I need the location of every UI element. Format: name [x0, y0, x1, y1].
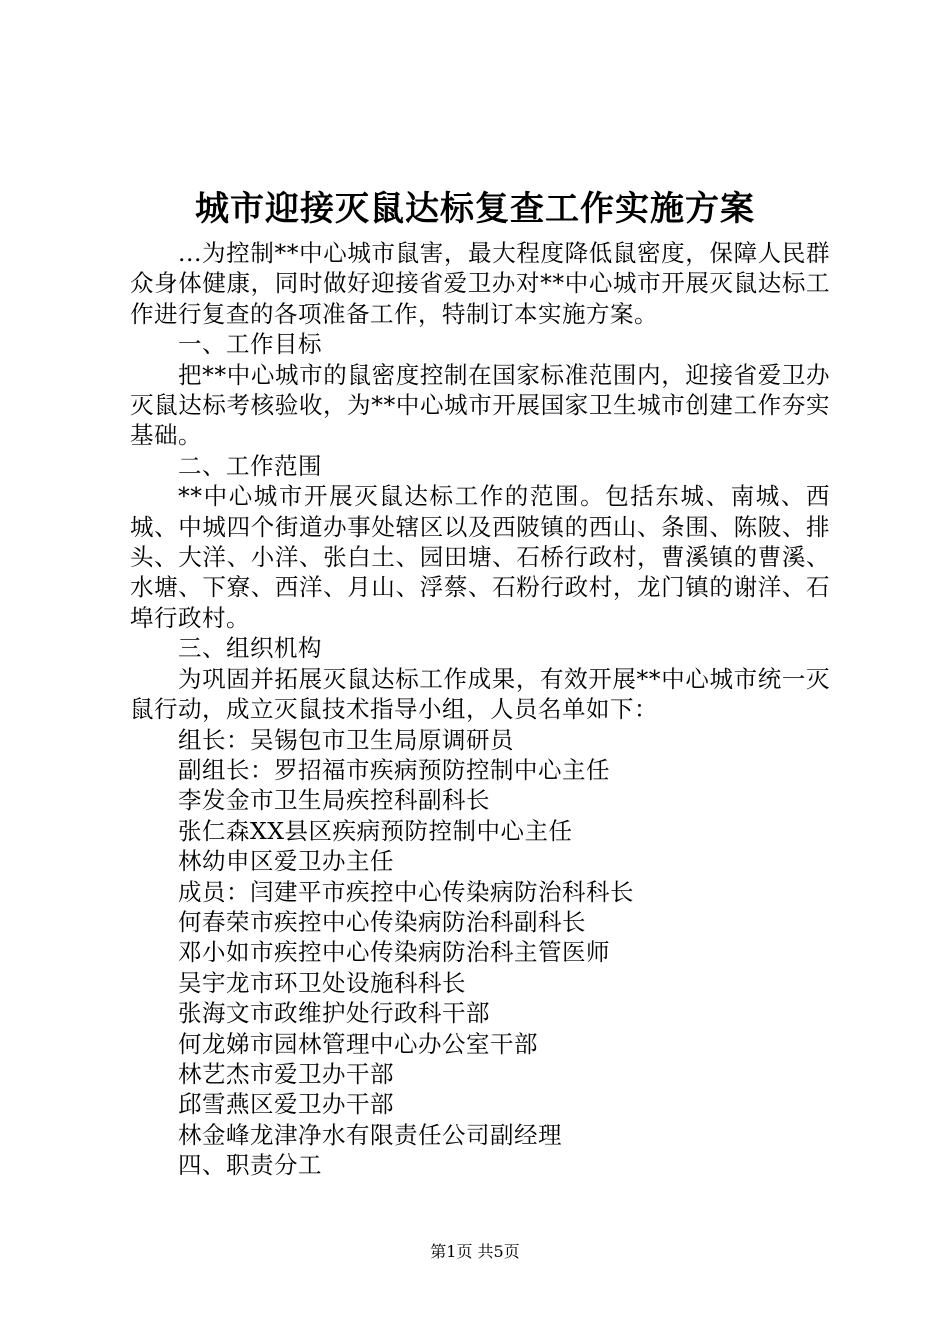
section-heading-goals: 一、工作目标: [178, 330, 322, 359]
paragraph-intro: ...为控制**中心城市鼠害，最大程度降低鼠密度，保障人民群众身体健康，同时做好迎接省爱卫办对**中心城市开展灭鼠达标工作进行复查的各项准备工作，特制订本实施方案。: [130, 239, 830, 328]
member-line: 林幼申区爱卫办主任: [178, 847, 394, 876]
paragraph-scope: **中心城市开展灭鼠达标工作的范围。包括东城、南城、西城、中城四个街道办事处辖区以及西陂镇的西山、条围、陈陂、排头、大洋、小洋、张白土、园田塘、石桥行政村，曹溪镇的曹溪、水塘、下寮、西洋、月山、浮蔡、石粉行政村，龙门镇的谢洋、石埠行政村。: [130, 482, 830, 632]
member-line: 何春荣市疾控中心传染病防治科副科长: [178, 907, 586, 936]
page-number-footer: 第1页 共5页: [430, 1242, 520, 1261]
section-heading-duties: 四、职责分工: [178, 1151, 322, 1180]
member-line: 李发金市卫生局疾控科副科长: [178, 786, 490, 815]
section-heading-organization: 三、组织机构: [178, 634, 322, 663]
member-line: 何龙娣市园林管理中心办公室干部: [178, 1029, 538, 1058]
member-line: 成员：闫建平市疾控中心传染病防治科科长: [178, 877, 634, 906]
member-line: 林金峰龙津净水有限责任公司副经理: [178, 1120, 562, 1149]
document-title: 城市迎接灭鼠达标复查工作实施方案: [195, 189, 755, 229]
member-line: 邱雪燕区爱卫办干部: [178, 1090, 394, 1119]
member-line: 张仁森XX县区疾病预防控制中心主任: [178, 816, 573, 845]
paragraph-goals: 把**中心城市的鼠密度控制在国家标准范围内，迎接省爱卫办灭鼠达标考核验收，为**中心城市开展国家卫生城市创建工作夯实基础。: [130, 360, 830, 450]
member-line: 组长：吴锡包市卫生局原调研员: [178, 725, 514, 754]
section-heading-scope: 二、工作范围: [178, 451, 322, 480]
member-line: 邓小如市疾控中心传染病防治科主管医师: [178, 938, 610, 967]
document-body: [130, 238, 830, 1181]
paragraph-organization: 为巩固并拓展灭鼠达标工作成果，有效开展**中心城市统一灭鼠行动，成立灭鼠技术指导小组，人员名单如下：: [130, 664, 830, 724]
member-line: 吴宇龙市环卫处设施科科长: [178, 968, 466, 997]
member-line: 副组长：罗招福市疾病预防控制中心主任: [178, 755, 610, 784]
member-line: 林艺杰市爱卫办干部: [178, 1059, 394, 1088]
member-line: 张海文市政维护处行政科干部: [178, 999, 490, 1028]
